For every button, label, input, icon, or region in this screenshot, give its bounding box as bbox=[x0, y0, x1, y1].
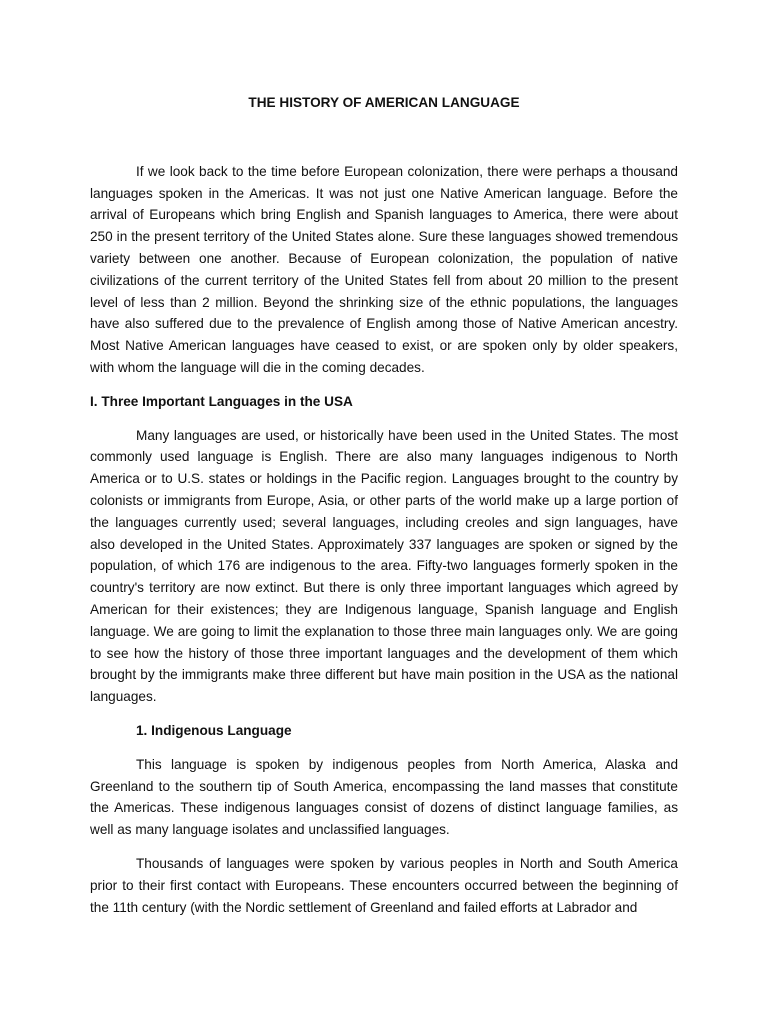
indigenous-paragraph-2: Thousands of languages were spoken by various peoples in North and South America prior to their first contact with Europeans. These encounters occurred between the beginning of the 11th century (with the Nordic settlement of Greenland and failed efforts at Labrador and bbox=[90, 855, 678, 915]
spacer bbox=[90, 413, 678, 425]
spacer bbox=[90, 742, 678, 754]
document-title: THE HISTORY OF AMERICAN LANGUAGE bbox=[248, 95, 520, 110]
document-page bbox=[90, 92, 678, 918]
subsection-heading-indigenous: 1. Indigenous Language bbox=[136, 722, 292, 738]
spacer bbox=[90, 841, 678, 853]
section-heading-three-languages: I. Three Important Languages in the USA bbox=[90, 393, 353, 409]
indigenous-paragraph-1: This language is spoken by indigenous peoples from North America, Alaska and Greenland to the southern tip of South America, encompassing the land masses that constitute the Americas. These indigenous languages consist of dozens of distinct language families, as well as many language isolates and unclassified languages. bbox=[90, 756, 678, 838]
intro-paragraph: If we look back to the time before European colonization, there were perhaps a thousand languages spoken in the Americas. It was not just one Native American language. Before the arrival of Europeans which bring English and Spanish languages to America, there were about 250 in the present territory of the United States alone. Sure these languages showed tremendous variety between one another. Because of European colonization, the population of native civilizations of the current territory of the United States fell from about 20 million to the present level of less than 2 million. Beyond the shrinking size of the ethnic populations, the languages have also suffered due to the prevalence of English among those of Native American ancestry. Most Native American languages have ceased to exist, or are spoken only by older speakers, with whom the language will die in the coming decades. bbox=[90, 163, 678, 375]
section-paragraph-three-languages: Many languages are used, or historically have been used in the United States. The most commonly used language is English. There are also many languages indigenous to North America or to U.S. states or holdings in the Pacific region. Languages brought to the country by colonists or immigrants from Europe, Asia, or other parts of the world make up a large portion of the languages currently used; several languages, including creoles and sign languages, have also developed in the United States. Approximately 337 languages are spoken or signed by the population, of which 176 are indigenous to the area. Fifty-two languages formerly spoken in the country's territory are now extinct. But there is only three important languages which agreed by American for their existences; they are Indigenous language, Spanish language and English language. We are going to limit the explanation to those three main languages only. We are going to see how the history of those three important languages and the development of them which brought by the immigrants make three different but have main position in the USA as the national languages. bbox=[90, 427, 678, 705]
spacer bbox=[90, 379, 678, 391]
spacer bbox=[90, 708, 678, 720]
